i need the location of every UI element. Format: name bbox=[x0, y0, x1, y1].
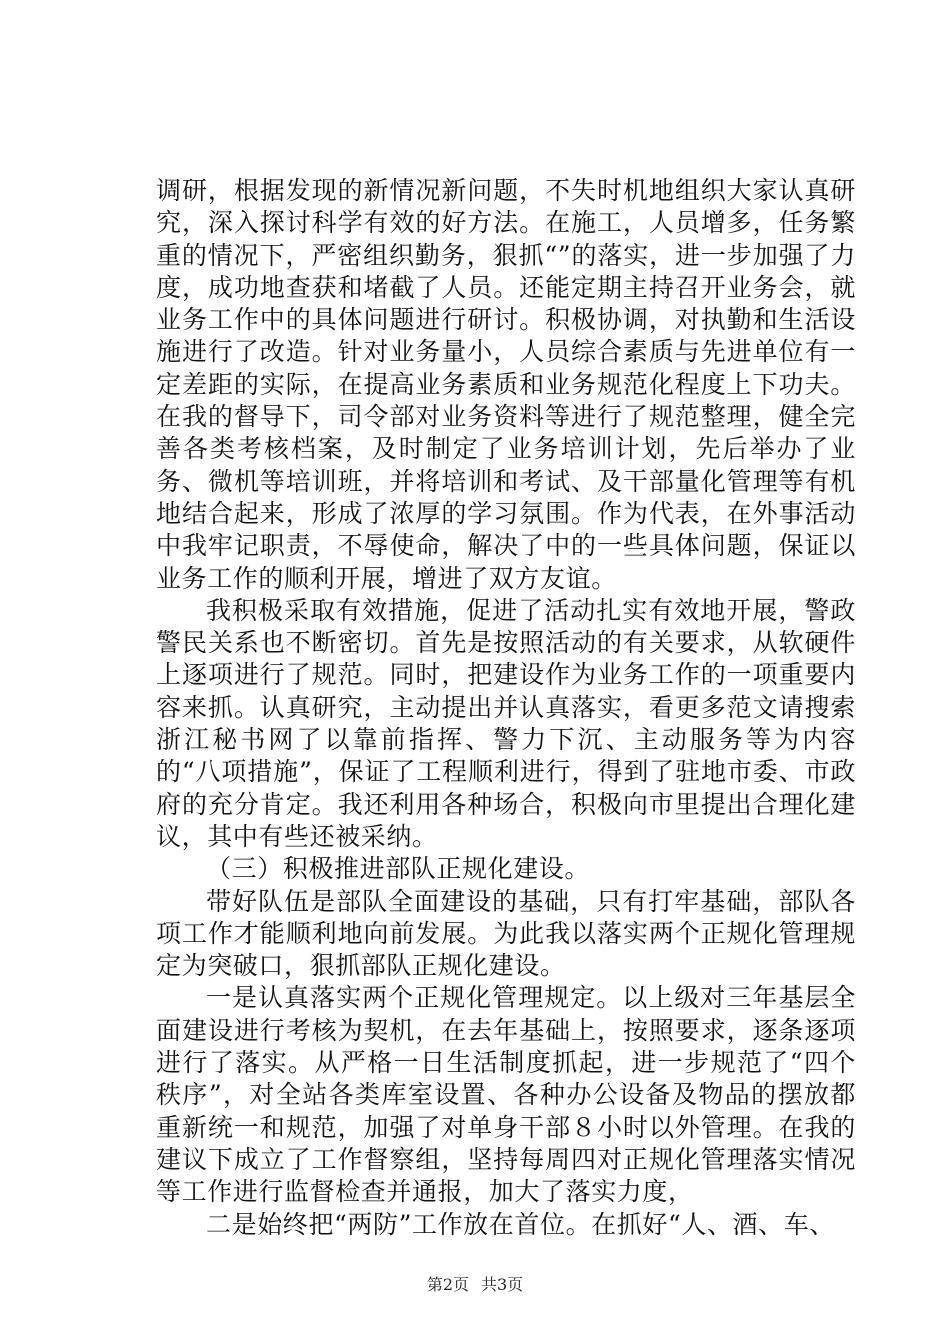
paragraph-2: 我积极采取有效措施，促进了活动扎实有效地开展，警政警民关系也不断密切。首先是按照活动的有关要求，从软硬件上逐项进行了规范。同时，把建设作为业务工作的一项重要内容来抓。认真研究，主动提出并认真落实，看更多范文请搜索浙江秘书网了以靠前指挥、警力下沉、主动服务等为内容的“八项措施”，保证了工程顺利进行，得到了驻地市委、市政府的充分肯定。我还利用各种场合，积极向市里提出合理化建议，其中有些还被采纳。 bbox=[156, 595, 856, 851]
section-heading: （三）积极推进部队正规化建设。 bbox=[206, 854, 591, 884]
paragraph-4: 带好队伍是部队全面建设的基础，只有打牢基础，部队各项工作才能顺利地向前发展。为此我以落实两个正规化管理规定为突破口，狠抓部队正规化建设。 bbox=[156, 886, 856, 981]
paragraph-1: 调研，根据发现的新情况新问题，不失时机地组织大家认真研究，深入探讨科学有效的好方法。在施工，人员增多，任务繁重的情况下，严密组织勤务，狠抓“”的落实，进一步加强了力度，成功地查获和堵截了人员。还能定期主持召开业务会，就业务工作中的具体问题进行研讨。积极协调，对执勤和生活设施进行了改造。针对业务量小，人员综合素质与先进单位有一定差距的实际，在提高业务素质和业务规范化程度上下功夫。在我的督导下，司令部对业务资料等进行了规范整理，健全完善各类考核档案，及时制定了业务培训计划，先后举办了业务、微机等培训班，并将培训和考试、及干部量化管理等有机地结合起来，形成了浓厚的学习氛围。作为代表，在外事活动中我牢记职责，不辱使命，解决了中的一些具体问题，保证以业务工作的顺利开展，增进了双方友谊。 bbox=[156, 176, 856, 593]
document-body bbox=[156, 175, 856, 1241]
page-footer bbox=[0, 1272, 950, 1295]
paragraph-5: 一是认真落实两个正规化管理规定。以上级对三年基层全面建设进行考核为契机，在去年基础上，按照要求，逐条逐项进行了落实。从严格一日生活制度抓起，进一步规范了“四个秩序”，对全站各类库室设置、各种办公设备及物品的摆放都重新统一和规范，加强了对单身干部８小时以外管理。在我的建议下成立了工作督察组，坚持每周四对正规化管理落实情况等工作进行监督检查并通报，加大了落实力度， bbox=[156, 983, 856, 1207]
paragraph-6: 二是始终把“两防”工作放在首位。在抓好“人、酒、车、 bbox=[206, 1209, 835, 1239]
page-number: 第2页 bbox=[426, 1275, 469, 1294]
page-total: 共3页 bbox=[481, 1275, 524, 1294]
